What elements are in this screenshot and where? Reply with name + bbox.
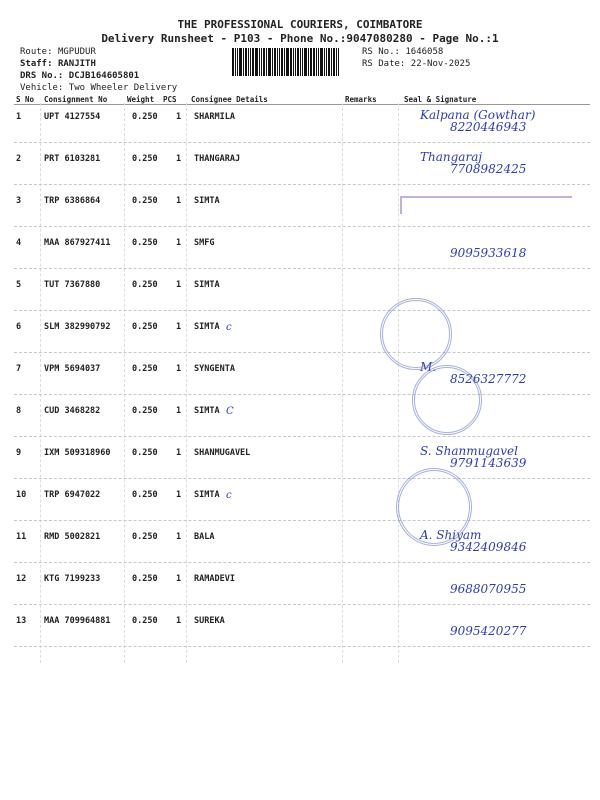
row-weight: 0.250 — [132, 196, 158, 206]
vehicle-value: Two Wheeler Delivery — [68, 83, 178, 93]
row-sno: 6 — [16, 322, 22, 332]
row-signature-phone: 9688070955 — [450, 582, 527, 596]
row-divider — [14, 142, 590, 143]
row-consignee: SIMTA — [194, 196, 220, 206]
rs-date-label: RS Date: — [362, 59, 406, 69]
row-weight: 0.250 — [132, 112, 158, 122]
row-pcs: 1 — [176, 364, 182, 374]
route-value: MGPUDUR — [57, 47, 96, 57]
row-signature-name: S. Shanmugavel — [420, 444, 518, 458]
row-pcs: 1 — [176, 616, 182, 626]
row-consignment: TRP 6947022 — [44, 490, 101, 500]
staff-value: RANJITH — [57, 59, 96, 69]
row-pcs: 1 — [176, 322, 182, 332]
row-consignee: BALA — [194, 532, 215, 542]
row-consignee: SIMTA — [194, 490, 220, 500]
row-signature-name: Kalpana (Gowthar) — [420, 108, 536, 122]
row-consignee: THANGARAJ — [194, 154, 241, 164]
row-consignment: KTG 7199233 — [44, 574, 101, 584]
row-divider — [14, 268, 590, 269]
row-consignment: TUT 7367880 — [44, 280, 101, 290]
row-weight: 0.250 — [132, 532, 158, 542]
seal-stamp — [396, 468, 472, 546]
row-sno: 12 — [16, 574, 27, 584]
row-consignment: VPM 5694037 — [44, 364, 101, 374]
row-consignment: MAA 709964881 — [44, 616, 111, 626]
row-weight: 0.250 — [132, 280, 158, 290]
seal-stamp — [412, 365, 482, 435]
row-divider — [14, 646, 590, 647]
row-signature-name: M. — [420, 360, 437, 374]
col-guide — [40, 103, 41, 663]
row-consignment: CUD 3468282 — [44, 406, 101, 416]
row-divider — [14, 604, 590, 605]
vehicle-label: Vehicle: — [20, 83, 64, 93]
row-sno: 1 — [16, 112, 22, 122]
row-divider — [14, 310, 590, 311]
col-guide — [342, 103, 343, 663]
row-signature-phone: 9791143639 — [450, 456, 527, 470]
row-pcs: 1 — [176, 112, 182, 122]
row-consignee: SIMTA — [194, 406, 220, 416]
row-weight: 0.250 — [132, 490, 158, 500]
row-signature-phone: 9095933618 — [450, 246, 527, 260]
row-weight: 0.250 — [132, 154, 158, 164]
row-signature-phone: 7708982425 — [450, 162, 527, 176]
drs-line — [20, 71, 139, 81]
row-consignment: TRP 6386864 — [44, 196, 101, 206]
seal-stamp — [380, 298, 452, 370]
row-remark-mark: C — [226, 406, 234, 417]
row-consignee: SMFG — [194, 238, 215, 248]
row-divider — [14, 394, 590, 395]
row-weight: 0.250 — [132, 616, 158, 626]
row-divider — [14, 436, 590, 437]
row-consignment: UPT 4127554 — [44, 112, 101, 122]
stamp-mark — [400, 196, 572, 214]
row-pcs: 1 — [176, 574, 182, 584]
row-sno: 13 — [16, 616, 27, 626]
row-signature-phone: 8220446943 — [450, 120, 527, 134]
row-divider — [14, 520, 590, 521]
header-rule — [14, 104, 590, 105]
route-line — [20, 47, 96, 57]
staff-label: Staff: — [20, 59, 53, 69]
row-pcs: 1 — [176, 154, 182, 164]
rs-no-label: RS No.: — [362, 47, 400, 57]
row-pcs: 1 — [176, 238, 182, 248]
vehicle-line — [20, 83, 177, 93]
col-guide — [124, 103, 125, 663]
row-weight: 0.250 — [132, 322, 158, 332]
drs-label: DRS No.: — [20, 71, 64, 81]
row-consignment: SLM 382990792 — [44, 322, 111, 332]
row-signature-name: A. Shiyam — [420, 528, 482, 542]
row-consignee: SHARMILA — [194, 112, 235, 122]
row-sno: 5 — [16, 280, 22, 290]
row-remark-mark: c — [226, 490, 232, 501]
route-label: Route: — [20, 47, 53, 57]
col-consignment: Consignment No — [44, 95, 108, 104]
row-pcs: 1 — [176, 280, 182, 290]
row-consignee: SUREKA — [194, 616, 225, 626]
col-pcs: PCS — [163, 95, 177, 104]
row-sno: 10 — [16, 490, 27, 500]
drs-value: DCJB164605801 — [68, 71, 140, 81]
row-consignment: MAA 867927411 — [44, 238, 111, 248]
col-remarks: Remarks — [345, 95, 377, 104]
col-sno: S No — [16, 95, 35, 104]
row-signature-phone: 8526327772 — [450, 372, 527, 386]
row-pcs: 1 — [176, 196, 182, 206]
row-consignment: IXM 509318960 — [44, 448, 111, 458]
row-sno: 3 — [16, 196, 22, 206]
row-divider — [14, 352, 590, 353]
rs-date-value: 22-Nov-2025 — [410, 59, 471, 69]
row-weight: 0.250 — [132, 238, 158, 248]
row-consignee: SHANMUGAVEL — [194, 448, 251, 458]
row-consignee: SYNGENTA — [194, 364, 235, 374]
row-pcs: 1 — [176, 406, 182, 416]
row-sno: 7 — [16, 364, 22, 374]
row-sno: 9 — [16, 448, 22, 458]
row-signature-name: Thangaraj — [420, 150, 483, 164]
row-divider — [14, 562, 590, 563]
rs-no-line — [362, 47, 443, 57]
runsheet-title: Delivery Runsheet - P103 - Phone No.:9047080280 - Page No.:1 — [101, 32, 499, 45]
col-guide — [186, 103, 187, 663]
col-guide — [398, 103, 399, 663]
row-consignee: RAMADEVI — [194, 574, 235, 584]
row-consignee: SIMTA — [194, 280, 220, 290]
row-signature-phone: 9342409846 — [450, 540, 527, 554]
row-sno: 8 — [16, 406, 22, 416]
row-remark-mark: c — [226, 322, 232, 333]
row-sno: 11 — [16, 532, 27, 542]
row-consignment: PRT 6103281 — [44, 154, 101, 164]
row-signature-phone: 9095420277 — [450, 624, 527, 638]
row-sno: 2 — [16, 154, 22, 164]
staff-line — [20, 59, 96, 69]
company-title: THE PROFESSIONAL COURIERS, COIMBATORE — [177, 18, 423, 31]
row-sno: 4 — [16, 238, 22, 248]
barcode — [232, 48, 356, 76]
col-seal: Seal & Signature — [404, 95, 477, 104]
rs-date-line — [362, 59, 470, 69]
row-weight: 0.250 — [132, 364, 158, 374]
row-divider — [14, 184, 590, 185]
row-weight: 0.250 — [132, 406, 158, 416]
rs-no-value: 1646058 — [405, 47, 444, 57]
row-pcs: 1 — [176, 532, 182, 542]
row-pcs: 1 — [176, 490, 182, 500]
row-pcs: 1 — [176, 448, 182, 458]
col-consignee: Consignee Details — [191, 95, 268, 104]
row-consignment: RMD 5002821 — [44, 532, 101, 542]
row-divider — [14, 226, 590, 227]
row-weight: 0.250 — [132, 574, 158, 584]
row-consignee: SIMTA — [194, 322, 220, 332]
row-weight: 0.250 — [132, 448, 158, 458]
col-weight: Weight — [127, 95, 155, 104]
row-divider — [14, 478, 590, 479]
